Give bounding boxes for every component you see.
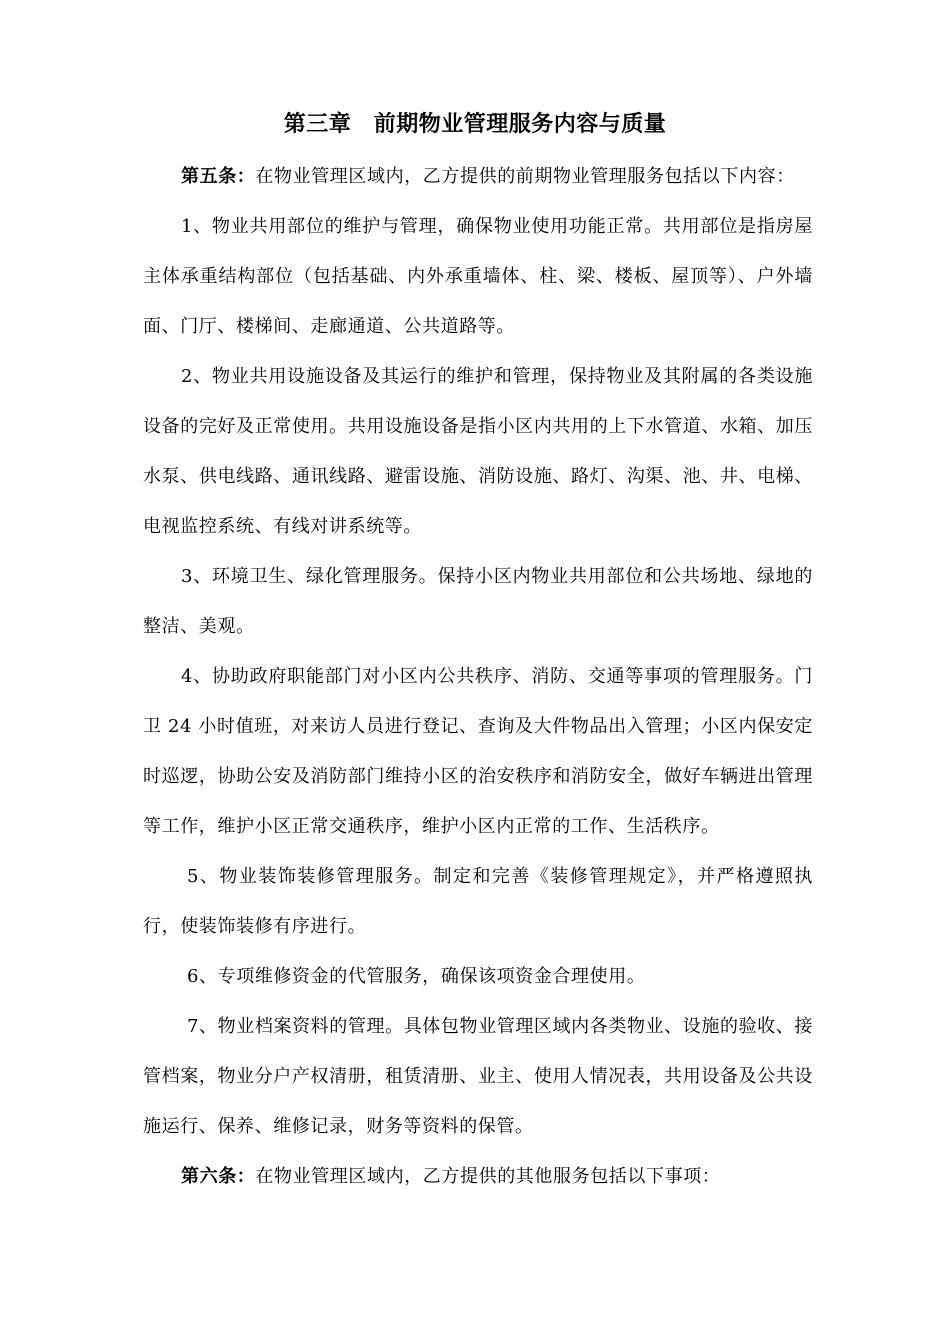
article-5-label: 第五条： — [181, 166, 256, 187]
article-6-text: 在物业管理区域内，乙方提供的其他服务包括以下事项： — [255, 1166, 721, 1187]
article-6 — [143, 1152, 813, 1202]
item-3: 3、环境卫生、绿化管理服务。保持小区内物业共用部位和公共场地、绿地的整洁、美观。 — [143, 566, 813, 637]
article-6-label: 第六条： — [181, 1166, 256, 1187]
item-1: 1、物业共用部位的维护与管理，确保物业使用功能正常。共用部位是指房屋主体承重结构部位（包括基础、内外承重墙体、柱、梁、楼板、屋顶等）、户外墙面、门厅、楼梯间、走廊通道、公共道路等。 — [143, 216, 813, 337]
document-body — [143, 152, 813, 1202]
item-7: 7、物业档案资料的管理。具体包物业管理区域内各类物业、设施的验收、接管档案，物业分户产权清册，租赁清册、业主、使用人情况表，共用设备及公共设施运行、保养、维修记录，财务等资料的保管。 — [143, 1016, 813, 1137]
chapter-title: 第三章 前期物业管理服务内容与质量 — [283, 111, 667, 137]
item-5: 5、物业装饰装修管理服务。制定和完善《装修管理规定》，并严格遵照执行，使装饰装修有序进行。 — [143, 866, 813, 937]
article-5 — [143, 152, 813, 202]
article-5-text: 在物业管理区域内，乙方提供的前期物业管理服务包括以下内容： — [255, 166, 795, 187]
item-2: 2、物业共用设施设备及其运行的维护和管理，保持物业及其附属的各类设施设备的完好及正常使用。共用设施设备是指小区内共用的上下水管道、水箱、加压水泵、供电线路、通讯线路、避雷设施、消防设施、路灯、沟渠、池、井、电梯、电视监控系统、有线对讲系统等。 — [143, 366, 813, 537]
item-6: 6、专项维修资金的代管服务，确保该项资金合理使用。 — [187, 966, 646, 987]
item-4: 4、协助政府职能部门对小区内公共秩序、消防、交通等事项的管理服务。门卫 24 小时值班，对来访人员进行登记、查询及大件物品出入管理；小区内保安定时巡逻，协助公安及消防部门维持小区的治安秩序和消防安全，做好车辆进出管理等工作，维护小区正常交通秩序，维护小区内正常的工作、生活秩序。 — [143, 666, 813, 837]
